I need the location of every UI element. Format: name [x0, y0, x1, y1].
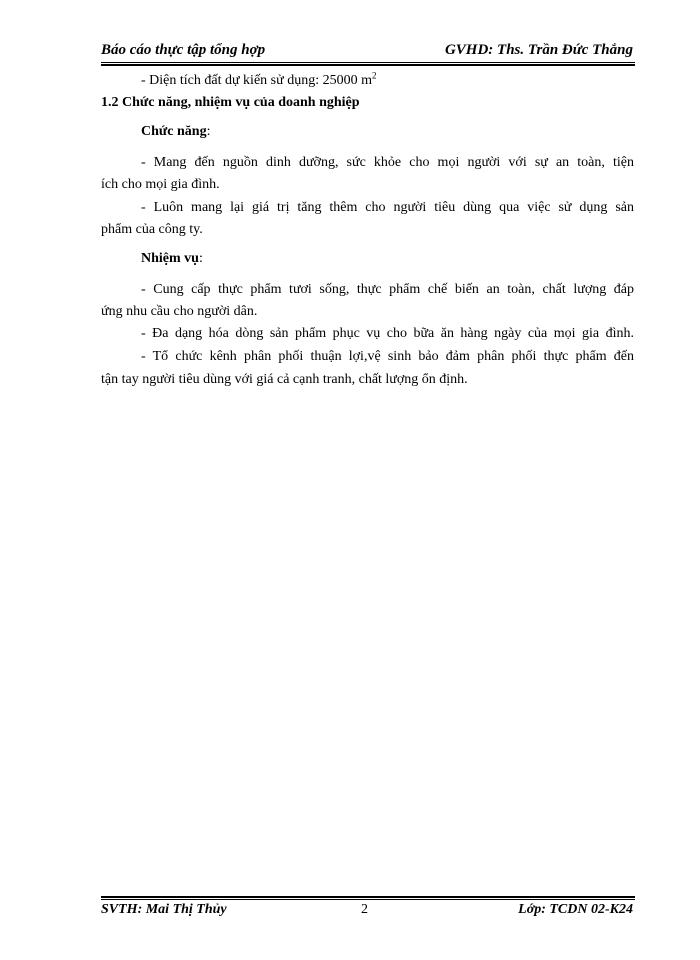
task-item-1-line-1: - Cung cấp thực phẩm tươi sống, thực phẩm chế biến an toàn, chất lượng đáp [141, 282, 634, 297]
functions-title-colon: : [206, 124, 211, 139]
header-supervisor: GVHD: Ths. Trần Đức Thắng [444, 42, 633, 58]
page-header [101, 40, 633, 62]
tasks-title [141, 250, 203, 268]
task-item-3-line-2: tận tay người tiêu dùng với giá cả cạnh tranh, chất lượng ổn định. [101, 372, 468, 387]
footer-student: SVTH: Mai Thị Thủy [101, 902, 227, 917]
land-area-unit-exponent: 2 [371, 70, 377, 81]
task-item-2-line-1: - Đa dạng hóa dòng sản phẩm phục vụ cho bữa ăn hàng ngày của mọi gia đình. [141, 326, 634, 341]
function-item-1-line-2: ích cho mọi gia đình. [101, 177, 220, 192]
task-item-1-line-2: ứng nhu cầu cho người dân. [101, 304, 258, 319]
page-number: 2 [361, 902, 368, 917]
land-area-line [141, 72, 376, 90]
page-footer [101, 900, 633, 922]
function-item-2-line-1: - Luôn mang lại giá trị tăng thêm cho người tiêu dùng qua việc sử dụng sản [141, 200, 634, 215]
footer-class: Lớp: TCDN 02-K24 [518, 902, 633, 917]
tasks-title-colon: : [198, 251, 203, 266]
functions-title-text: Chức năng [141, 124, 207, 139]
task-item-3-line-1: - Tổ chức kênh phân phối thuận lợi,vệ sinh bảo đảm phân phối thực phẩm đến [141, 349, 634, 364]
section-heading: 1.2 Chức năng, nhiệm vụ của doanh nghiệp [101, 95, 360, 110]
function-item-1-line-1: - Mang đến nguồn dinh dưỡng, sức khỏe cho mọi người với sự an toàn, tiện [141, 155, 634, 170]
functions-title [141, 123, 210, 141]
tasks-title-text: Nhiệm vụ [141, 251, 199, 266]
land-area-text: - Diện tích đất dự kiến sử dụng: 25000 m [141, 73, 372, 88]
function-item-2-line-2: phẩm của công ty. [101, 222, 203, 237]
header-report-title: Báo cáo thực tập tổng hợp [101, 42, 266, 58]
header-divider [101, 62, 635, 66]
